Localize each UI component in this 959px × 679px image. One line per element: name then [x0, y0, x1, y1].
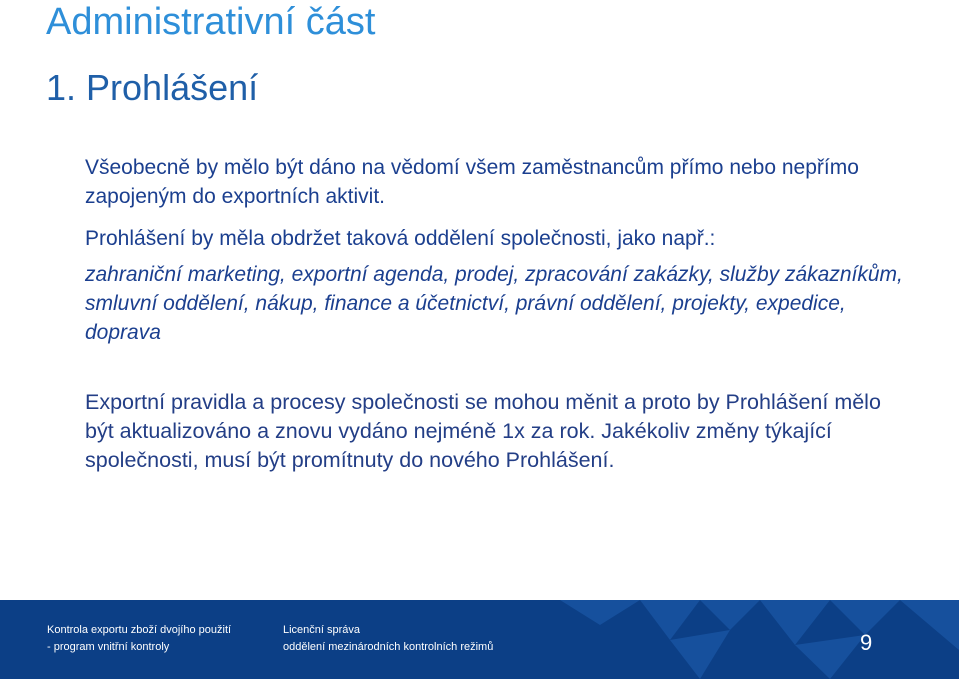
slide-subtitle: 1. Prohlášení — [46, 67, 259, 108]
footer-program-info — [47, 622, 231, 656]
paragraph-recipients: Prohlášení by měla obdržet taková oddělení společnosti, jako např.: — [85, 227, 716, 250]
footer-left-line2: - program vnitřní kontroly — [47, 641, 170, 653]
footer-left-line1: Kontrola exportu zboží dvojího použití — [47, 624, 232, 636]
page-number: 9 — [860, 630, 873, 655]
footer-bar — [0, 600, 959, 679]
paragraph-awareness: Všeobecně by mělo být dáno na vědomí všem zaměstnancům přímo nebo nepřímo zapojeným do exportních aktivit. — [85, 156, 859, 208]
footer-mid-line2: oddělení mezinárodních kontrolních režimů — [283, 641, 494, 653]
departments-list: zahraniční marketing, exportní agenda, prodej, zpracování zakázky, služby zákazníkům, smluvní oddělení, nákup, finance a účetnictví, právní oddělení, projekty, expedice, doprava — [85, 263, 903, 344]
slide-title: Administrativní část — [46, 1, 376, 43]
paragraph-updates: Exportní pravidla a procesy společnosti se mohou měnit a proto by Prohlášení mělo být aktualizováno a znovu vydáno nejméně 1x za rok. Jakékoliv změny týkající společnosti, musí být promítnuty do nového Prohlášení. — [85, 390, 881, 472]
footer-authority-info — [283, 622, 493, 656]
footer-mid-line1: Licenční správa — [283, 624, 361, 636]
